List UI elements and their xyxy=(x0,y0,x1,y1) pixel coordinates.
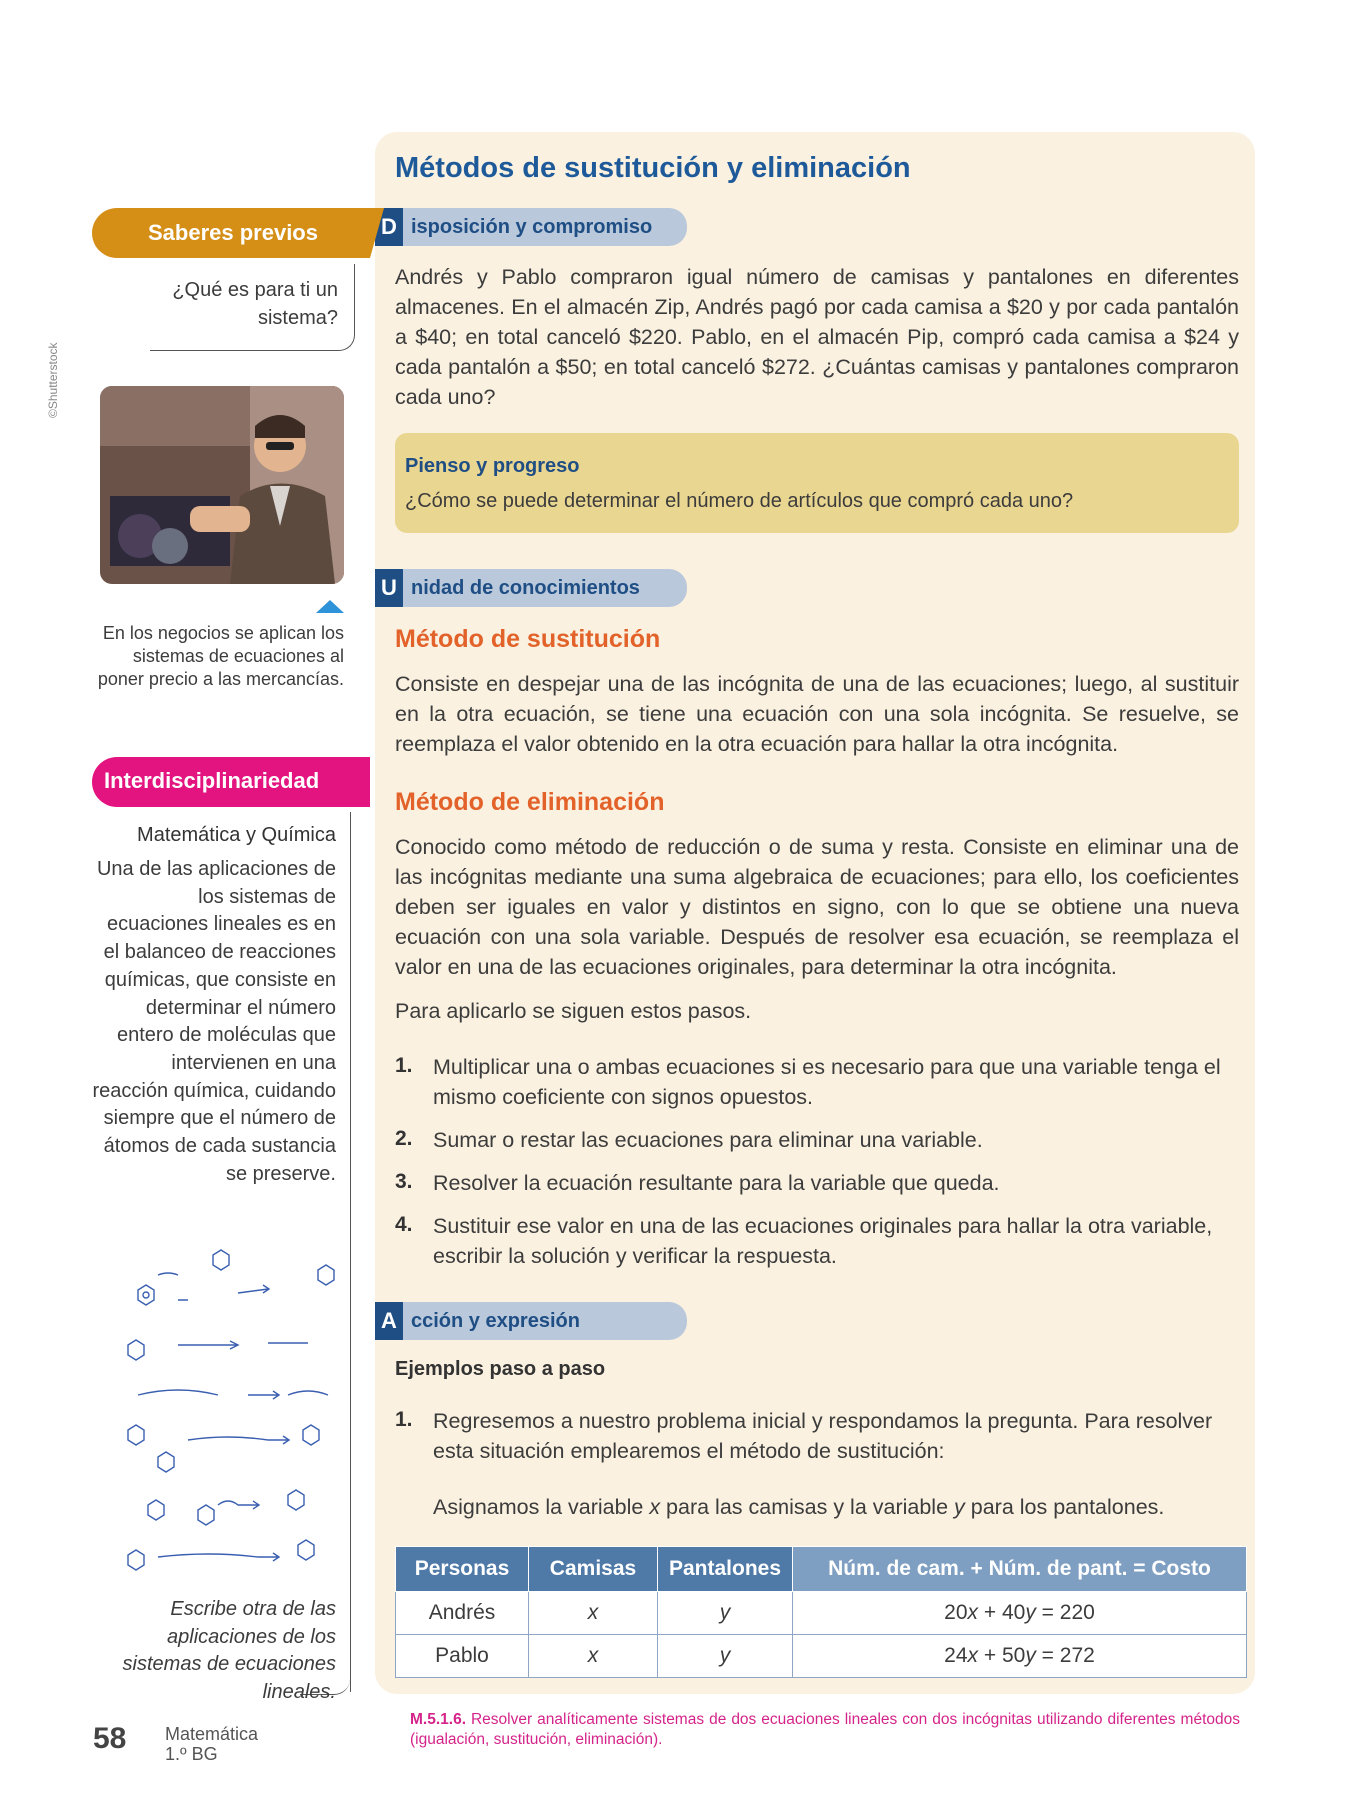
section-letter: A xyxy=(375,1302,403,1340)
interdisciplinariedad-text: Una de las aplicaciones de los sistemas de ecuaciones lineales es en el balanceo de reacciones químicas, que consiste en determinar el número entero de moléculas que intervienen en una reacción química, cuidando siempre que el número de átomos de cada sustancia se preserve. xyxy=(92,858,336,1185)
saberes-previos-label: Saberes previos xyxy=(148,220,318,245)
cell-variable: x xyxy=(587,1644,599,1667)
steps-list xyxy=(395,1052,1245,1271)
eq-part: = 272 xyxy=(1035,1644,1095,1667)
table-row xyxy=(396,1635,1247,1678)
table-cell xyxy=(658,1635,793,1678)
variable-x: x xyxy=(649,1495,661,1519)
sustitucion-text: Consiste en despejar una de las incógnita de una de las ecuaciones; luego, al sustituir en la otra ecuación, se tiene una ecuación con una sola incógnita. Se resuelve, se reemplaza el valor obtenido en la otra ecuación para hallar la otra incógnita. xyxy=(395,672,1239,756)
ejemplo-step-text: Regresemos a nuestro problema inicial y respondamos la pregunta. Para resolver esta situación emplearemos el método de sustitución: xyxy=(433,1409,1213,1463)
step-number: 3. xyxy=(395,1170,413,1193)
section-bar-disposicion xyxy=(375,208,687,246)
cell-variable: y xyxy=(719,1601,731,1624)
eq-part: 20 xyxy=(944,1601,968,1624)
table-cell xyxy=(658,1592,793,1635)
table-header-row xyxy=(396,1547,1247,1592)
table-cell xyxy=(529,1592,658,1635)
sustitucion-heading: Método de sustitución xyxy=(395,625,661,653)
assign-suffix: para los pantalones. xyxy=(964,1495,1165,1519)
section-title: nidad de conocimientos xyxy=(411,577,640,599)
table-cell: Andrés xyxy=(396,1592,529,1635)
eq-part: + 50 xyxy=(978,1644,1026,1667)
shop-photo-illustration xyxy=(100,386,344,584)
standard-code: M.5.1.6. xyxy=(410,1711,466,1728)
eq-var: y xyxy=(1025,1601,1036,1624)
sidebar-divider xyxy=(350,812,351,1692)
step-item xyxy=(395,1125,1245,1168)
assign-variables-text xyxy=(433,1492,1239,1522)
table-row xyxy=(396,1592,1247,1635)
chemistry-doodle-icon xyxy=(118,1245,348,1575)
table-header: Pantalones xyxy=(658,1547,793,1592)
pienso-box xyxy=(395,433,1239,533)
caption-triangle-icon xyxy=(316,600,344,613)
problem-text: Andrés y Pablo compraron igual número de camisas y pantalones en diferentes almacenes. En el almacén Zip, Andrés pagó por cada camisa a $20 y por cada pantalón a $40; en total canceló $220. Pablo, en el almacén Pip, compró cada camisa a $24 y cada pantalón a $50; en total canceló $272. ¿Cuántas camisas y pantalones compraron cada uno? xyxy=(395,265,1239,409)
section-bar-accion xyxy=(375,1302,687,1340)
step-number: 4. xyxy=(395,1213,413,1236)
page-number: 58 xyxy=(93,1722,127,1755)
assign-mid: para las camisas y la variable xyxy=(660,1495,955,1519)
grade-label: 1.º BG xyxy=(165,1744,218,1764)
section-title: cción y expresión xyxy=(411,1310,580,1332)
step-text: Multiplicar una o ambas ecuaciones si es necesario para que una variable tenga el mismo coeficiente con signos opuestos. xyxy=(433,1055,1221,1109)
table-cell xyxy=(529,1635,658,1678)
interdisciplinariedad-subtitle: Matemática y Química xyxy=(137,824,336,846)
section-title: isposición y compromiso xyxy=(411,216,653,238)
subject-label xyxy=(165,1724,258,1764)
table-header: Personas xyxy=(396,1547,529,1592)
subject-name: Matemática xyxy=(165,1724,259,1744)
chemistry-question: Escribe otra de las aplicaciones de los sistemas de ecuaciones lineales. xyxy=(122,1598,336,1703)
step-number: 2. xyxy=(395,1127,413,1150)
shop-photo xyxy=(100,386,344,584)
curriculum-standard xyxy=(410,1710,1240,1750)
eliminacion-text: Conocido como método de reducción o de suma y resta. Consiste en eliminar una de las incógnitas mediante una suma algebraica de ecuaciones; para ello, los coeficientes deben ser iguales en valor y distintos en signo, con lo que se obtiene una nueva ecuación con una sola variable. Después de resolver esa ecuación, se reemplaza el valor en una de las ecuaciones originales, para determinar la otra incógnita. xyxy=(395,835,1239,979)
photo-credit: ©Shutterstock xyxy=(46,342,60,418)
section-letter: D xyxy=(375,208,403,246)
page-title: Métodos de sustitución y eliminación xyxy=(395,152,911,184)
eq-part: + 40 xyxy=(978,1601,1026,1624)
eq-part: = 220 xyxy=(1035,1601,1095,1624)
step-item xyxy=(395,1052,1245,1125)
step-item xyxy=(395,1168,1245,1211)
eliminacion-heading: Método de eliminación xyxy=(395,788,665,816)
step-number: 1. xyxy=(395,1054,413,1077)
variable-y: y xyxy=(954,1495,965,1519)
eq-var: x xyxy=(967,1644,979,1667)
section-letter: U xyxy=(375,569,403,607)
eq-var: x xyxy=(967,1601,979,1624)
cell-variable: x xyxy=(587,1601,599,1624)
cell-variable: y xyxy=(719,1644,731,1667)
section-bar-unidad xyxy=(375,569,687,607)
eq-var: y xyxy=(1025,1644,1036,1667)
photo-caption: En los negocios se aplican los sistemas de ecuaciones al poner precio a las mercancías. xyxy=(97,623,344,689)
table-cell: Pablo xyxy=(396,1635,529,1678)
interdisciplinariedad-label: Interdisciplinariedad xyxy=(104,768,320,793)
table-cell-equation xyxy=(793,1592,1247,1635)
step-text: Sustituir ese valor en una de las ecuaciones originales para hallar la otra variable, escribir la solución y verificar la respuesta. xyxy=(433,1214,1213,1268)
step-text: Resolver la ecuación resultante para la variable que queda. xyxy=(433,1171,1000,1195)
pienso-title: Pienso y progreso xyxy=(405,455,580,477)
eq-part: 24 xyxy=(944,1644,968,1667)
table-header: Camisas xyxy=(529,1547,658,1592)
table-cell-equation xyxy=(793,1635,1247,1678)
standard-text: Resolver analíticamente sistemas de dos ecuaciones lineales con dos incógnitas utilizando diferentes métodos (igualación, sustitución, eliminación). xyxy=(410,1711,1240,1748)
step-text: Sumar o restar las ecuaciones para eliminar una variable. xyxy=(433,1128,983,1152)
step-item xyxy=(395,1211,1245,1271)
assign-prefix: Asignamos la variable xyxy=(433,1495,650,1519)
ejemplo-step-number: 1. xyxy=(395,1408,413,1431)
data-table xyxy=(395,1546,1247,1678)
eliminacion-intro: Para aplicarlo se siguen estos pasos. xyxy=(395,999,752,1023)
ejemplos-heading: Ejemplos paso a paso xyxy=(395,1358,606,1380)
saberes-question: ¿Qué es para ti un sistema? xyxy=(172,279,338,329)
pienso-question: ¿Cómo se puede determinar el número de artículos que compró cada uno? xyxy=(405,490,1074,512)
table-header: Núm. de cam. + Núm. de pant. = Costo xyxy=(793,1547,1247,1592)
